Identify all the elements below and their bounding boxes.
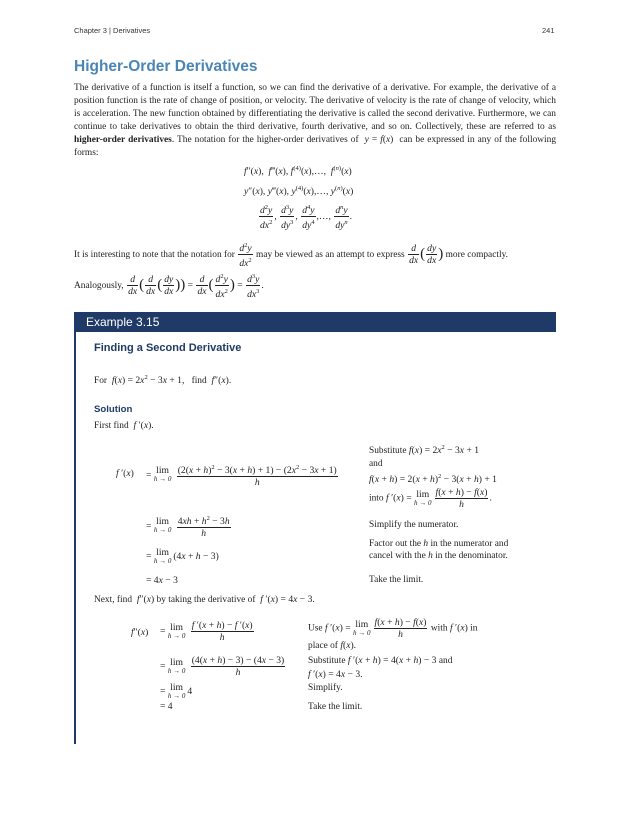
notation-line-y: y″(x), y‴(x), $y^{(4)}(x),\dots$, $y^{(n)}(x)$ (244, 185, 354, 198)
step2-equation: = lim h → 0 $\frac{4xh + h^2 - 3h}{h}$ (146, 515, 230, 540)
note-factor-e: denominator. (458, 551, 508, 561)
note2-substitute: Substitute f ′(x + h) = 4(x + h) − 3 and (308, 655, 453, 666)
note-factor-a: Factor out the (369, 539, 422, 549)
step8-equation: = 4 (160, 701, 173, 712)
next-find-line: Next, find f″(x) by taking the derivative of f ′(x) = 4x − 3. (94, 594, 315, 605)
next-find-text-2: by taking the derivative of (156, 595, 256, 605)
step5-equation: = lim h → 0 $\frac{f '(x + h) - f '(x)}{h}$ (160, 620, 253, 643)
note2-and-text: and (438, 656, 453, 666)
step1-equation: = lim h → 0 $\frac{(2(x + h)^2 - 3(x + h) + 1) - (2x^2 - 3x + 1)}{h}$ (146, 464, 337, 489)
note-factor-b: in the numerator (430, 539, 493, 549)
section-title: Higher-Order Derivatives (74, 58, 258, 75)
notation-line-leibniz: $\frac{d^2y}{dx^2}$ , $\frac{d^3y}{dy^3}$ , $\frac{d^4y}{dy^4}$ ,…, $\frac{d^ny}{dy^n}$ . (260, 204, 353, 232)
note-and: and (369, 459, 383, 469)
intro-text-1: The derivative of a function is itself a function, so we can find the derivative of a derivative. For example, the derivative of a position function is the rate of change of position, or velocity. The derivative of velocity is the rate of change of velocity, which is acceleration. The new function obtained by differentiating the derivative is called the second derivative. Furthermore, we can continue to take derivatives to obtain the third derivative, fourth derivative, and so on. Collectively, these are referred to as (74, 83, 556, 132)
running-header-chapter: Chapter 3 | Derivatives (74, 26, 151, 35)
notation-sentence: It is interesting to note that the notation for $\frac{d^2y}{dx^2}$ may be viewed as an attempt to express $\frac{d}{dx}$ ( $\frac{dy}{dx}$ ) more compactly. (74, 242, 509, 270)
next-find-text: Next, find (94, 595, 133, 605)
page-number: 241 (542, 26, 555, 35)
note2-use-text: Use (308, 623, 323, 634)
notation-line-prime: f″(x), f‴(x), $f^{(4)}(x),\dots$, $f^{(n)}(x)$ (244, 165, 352, 178)
note-substitute-text: Substitute (369, 446, 407, 457)
intro-paragraph: The derivative of a function is itself a function, so we can find the derivative of a derivative. For example, the derivative of a position function is the rate of change of position, or velocity. The derivative of velocity is the rate of change of velocity, which is acceleration. The new function obtained by differentiating the derivative is called the second derivative. Furthermore, we can continue to take derivatives to obtain the third derivative, fourth derivative, and so on. Collectively, these are referred to as higher-order derivatives. The notation for the higher-order derivatives of y = f(x) can be expressed in any of the following forms: (74, 83, 557, 158)
solution-label: Solution (94, 404, 133, 415)
step7-equation: = lim h → 0 4 (160, 682, 193, 700)
step3-equation: = lim h → 0 (4x + h − 3) (146, 547, 219, 565)
example-label: Example 3.15 (86, 315, 160, 329)
note2-place-of: place of f(x). (308, 640, 357, 651)
intro-bold-term: higher-order derivatives (74, 135, 172, 145)
problem-statement: For $f(x) = 2x^2 - 3x + 1$, find f″(x). (94, 374, 232, 387)
note-into-text: into (369, 493, 384, 504)
problem-find: find (191, 376, 207, 387)
step6-equation: = lim h → 0 $\frac{(4(x + h) - 3) - (4x - 3)}{h}$ (160, 655, 285, 678)
note-take-limit: Take the limit. (369, 575, 424, 585)
note-simplify-numerator: Simplify the numerator. (369, 520, 459, 530)
note-fxh: $f(x + h) = 2(x + h)^2 - 3(x + h) + 1$ (369, 473, 497, 486)
step4-equation: = 4x − 3 (146, 575, 178, 586)
note-factor-c: and cancel with the (369, 539, 509, 561)
note2-use: Use f ′(x) = lim h → 0 $\frac{f(x + h) - f(x)}{h}$ with f ′(x) in (308, 617, 478, 640)
notation-text-b: may be viewed as an attempt to express (256, 249, 405, 260)
note-substitute: Substitute $f(x) = 2x^2 - 3x + 1$ (369, 444, 480, 457)
intro-text-2: . The notation for the higher-order derivatives of (171, 135, 359, 145)
intro-text-3: can be expressed in any of the following forms: (74, 135, 557, 158)
example-side-rule (74, 332, 76, 744)
problem-for: For (94, 376, 108, 387)
note2-with-text: with (430, 623, 448, 634)
notation-text-a: It is interesting to note that the notation for (74, 249, 235, 260)
note2-take-limit: Take the limit. (308, 702, 363, 712)
example-title: Finding a Second Derivative (94, 342, 242, 354)
note2-simplify: Simplify. (308, 683, 343, 693)
fprime-label: f ′(x) (116, 468, 134, 479)
note-factor-out: Factor out the h in the numerator and cancel with the h in the denominator. (369, 539, 509, 561)
first-find-text: First find (94, 421, 129, 431)
note-into: into f ′(x) = lim h → 0 $\frac{f(x + h) - f(x)}{h}$ . (369, 487, 492, 510)
fdoubleprime-label: f″(x) (131, 627, 149, 638)
note2-place-of-text: place of (308, 641, 338, 651)
notation-text-c: more compactly. (445, 249, 509, 260)
note2-fprime: f ′(x) = 4x − 3. (308, 669, 363, 680)
note2-substitute-text: Substitute (308, 656, 346, 666)
first-find-line: First find f ′(x). (94, 420, 154, 431)
analogously-line: Analogously, $\frac{d}{dx}$ ( $\frac{d}{dx}$ ( $\frac{dy}{dx}$ )) = $\frac{d}{dx}$ ( $\frac{d^2y}{dx^2}$ ) = $\frac{d^3y}{dx^3}$ . (74, 273, 264, 301)
note2-in-text: in (470, 623, 478, 634)
analogously-text: Analogously, (74, 280, 124, 291)
note-factor-d: in the (435, 551, 457, 561)
